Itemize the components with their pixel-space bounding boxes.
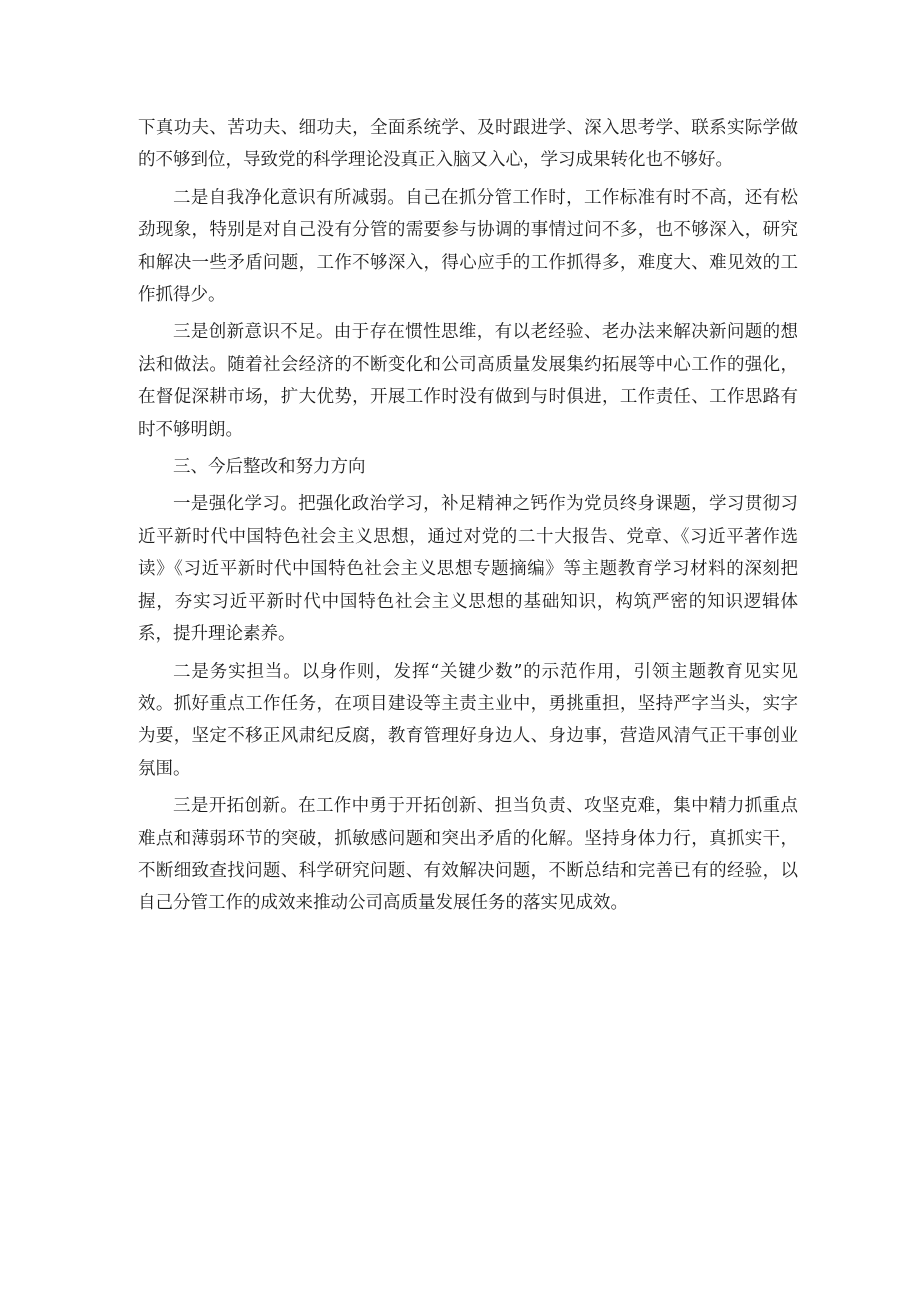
section-heading-rectification: 三、今后整改和努力方向 bbox=[173, 457, 366, 478]
paragraph-continued-study: 下真功夫、苦功夫、细功夫，全面系统学、及时跟进学、深入思考学、联系实际学做的不够到位，导致党的科学理论没真正入脑又入心，学习成果转化也不够好。 bbox=[138, 118, 798, 171]
paragraph-strengthen-study: 一是强化学习。把强化政治学习，补足精神之钙作为党员终身课题，学习贯彻习近平新时代中国特色社会主义思想，通过对党的二十大报告、党章、《习近平著作选读》《习近平新时代中国特色社会主义思想专题摘编》等主题教育学习材料的深刻把握，夯实习近平新时代中国特色社会主义思想的基础知识，构筑严密的知识逻辑体系，提升理论素养。 bbox=[138, 494, 798, 645]
paragraph-pioneering-innovation: 三是开拓创新。在工作中勇于开拓创新、担当负责、攻坚克难，集中精力抓重点难点和薄弱环节的突破，抓敏感问题和突出矛盾的化解。坚持身体力行，真抓实干，不断细致查找问题、科学研究问题、有效解决问题，不断总结和完善已有的经验，以自己分管工作的成效来推动公司高质量发展任务的落实见成效。 bbox=[138, 796, 798, 914]
paragraph-innovation-awareness: 三是创新意识不足。由于存在惯性思维，有以老经验、老办法来解决新问题的想法和做法。随着社会经济的不断变化和公司高质量发展集约拓展等中心工作的强化，在督促深耕市场，扩大优势，开展工作时没有做到与时俱进，工作责任、工作思路有时不够明朗。 bbox=[138, 322, 798, 440]
paragraph-self-purification: 二是自我净化意识有所减弱。自己在抓分管工作时，工作标准有时不高，还有松劲现象，特别是对自己没有分管的需要参与协调的事情过问不多，也不够深入，研究和解决一些矛盾问题，工作不够深入，得心应手的工作抓得多，难度大、难见效的工作抓得少。 bbox=[138, 187, 798, 306]
document-body bbox=[138, 112, 798, 925]
paragraph-pragmatic-responsibility: 二是务实担当。以身作则，发挥“关键少数”的示范作用，引领主题教育见实见效。抓好重点工作任务，在项目建设等主责主业中，勇挑重担，坚持严字当头，实字为要，坚定不移正风肃纪反腐，教育管理好身边人、身边事，营造风清气正干事创业氛围。 bbox=[138, 661, 798, 779]
